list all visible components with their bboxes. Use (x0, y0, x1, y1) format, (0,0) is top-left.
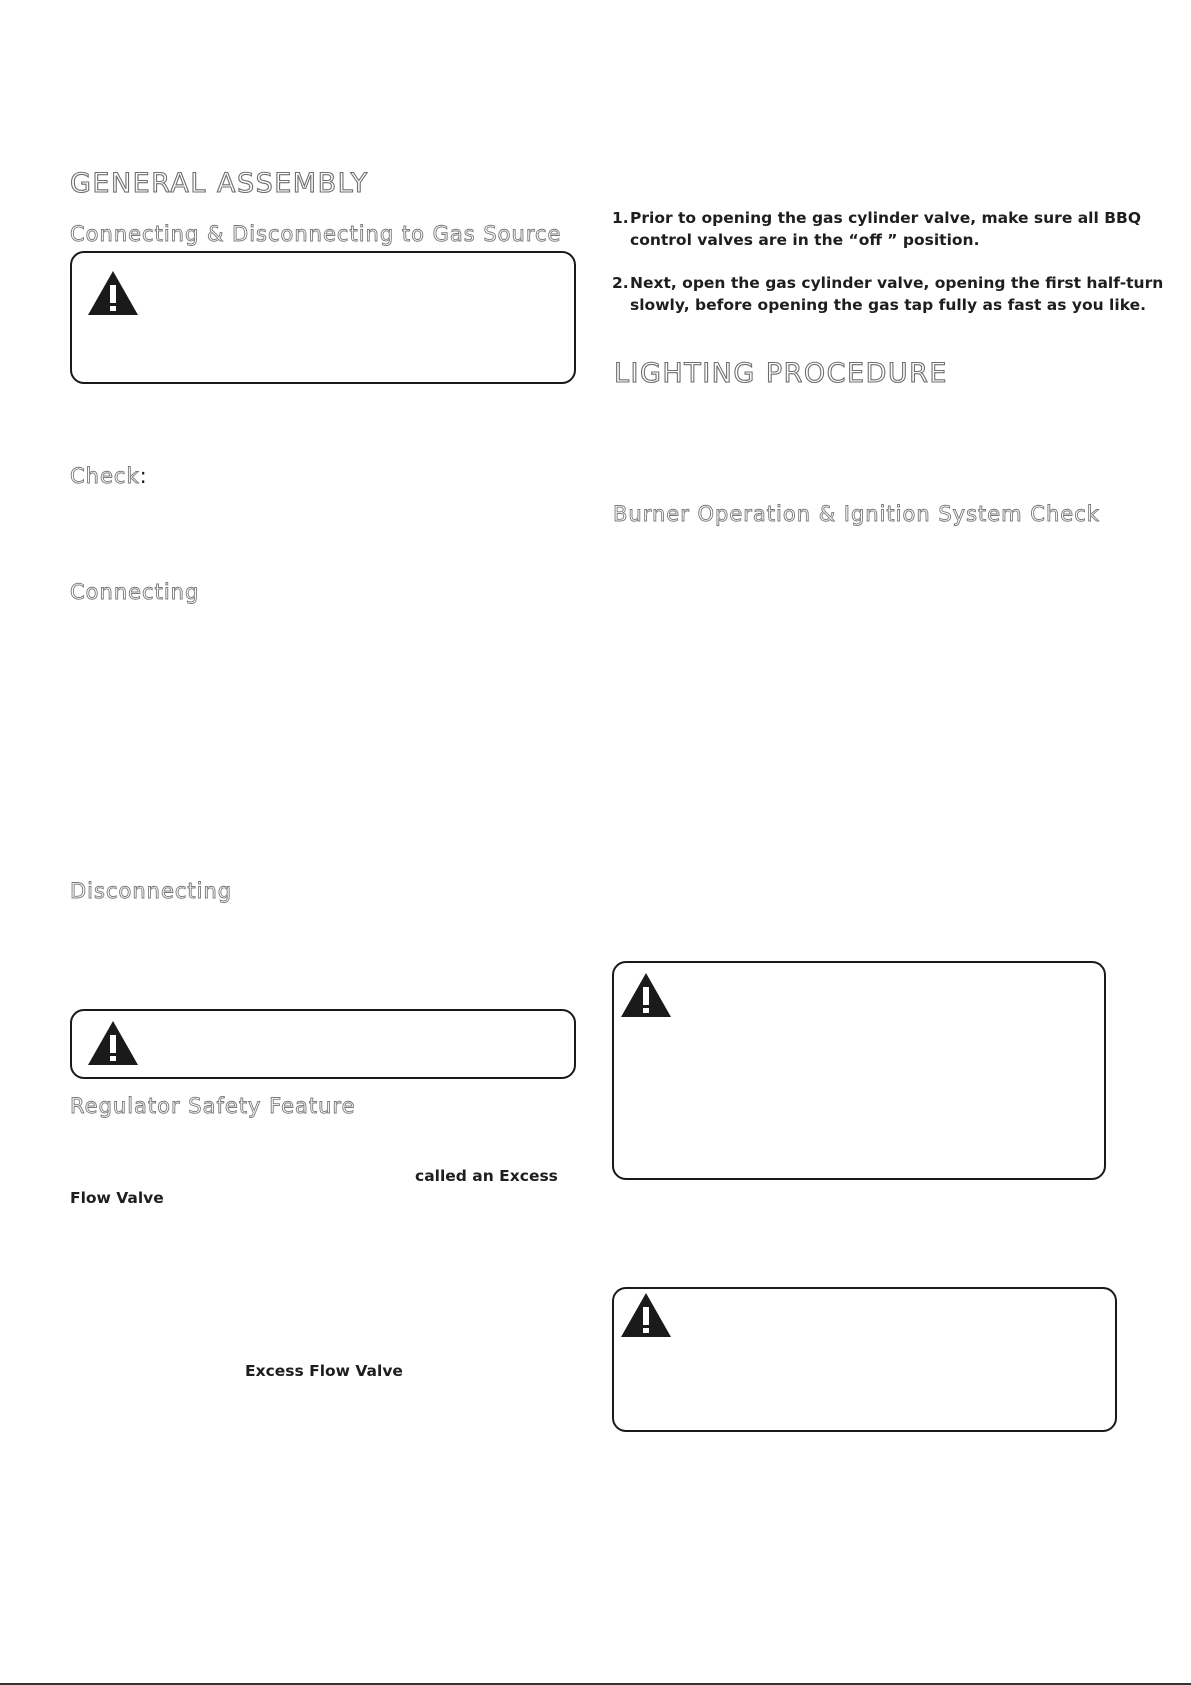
warning-triangle-icon (620, 1292, 672, 1338)
subheading-regulator-safety: Regulator Safety Feature (70, 1094, 356, 1118)
heading-lighting-procedure: LIGHTING PROCEDURE (614, 358, 948, 389)
step-1-number: 1. (612, 209, 629, 227)
step-1 (612, 207, 1172, 251)
subheading-check (70, 464, 148, 488)
warning-triangle-icon (87, 270, 139, 316)
warning-box-4 (612, 1287, 1117, 1432)
text-excess-flow-valve: Excess Flow Valve (245, 1362, 403, 1380)
check-colon: : (139, 464, 148, 488)
step-2 (612, 272, 1172, 316)
step-1-line-1: Prior to opening the gas cylinder valve, make sure all BBQ (630, 209, 1142, 227)
text-flow-valve: Flow Valve (70, 1189, 164, 1207)
heading-general-assembly: GENERAL ASSEMBLY (70, 168, 369, 199)
warning-triangle-icon (620, 972, 672, 1018)
warning-box-3 (612, 961, 1106, 1180)
subheading-connecting: Connecting (70, 580, 200, 604)
warning-box-2 (70, 1009, 576, 1079)
text-called-an-excess: called an Excess (415, 1167, 558, 1185)
step-1-line-2: control valves are in the “off ” position. (630, 231, 980, 249)
check-label: Check (70, 464, 140, 488)
warning-triangle-icon (87, 1020, 139, 1066)
step-2-line-2: slowly, before opening the gas tap fully as fast as you like. (630, 296, 1146, 314)
subheading-disconnecting: Disconnecting (70, 879, 233, 903)
step-2-number: 2. (612, 274, 629, 292)
subheading-burner-check: Burner Operation & Ignition System Check (613, 502, 1100, 526)
warning-box-1 (70, 251, 576, 384)
step-2-line-1: Next, open the gas cylinder valve, opening the first half-turn (630, 274, 1164, 292)
subheading-connecting-disconnecting: Connecting & Disconnecting to Gas Source (70, 222, 562, 246)
